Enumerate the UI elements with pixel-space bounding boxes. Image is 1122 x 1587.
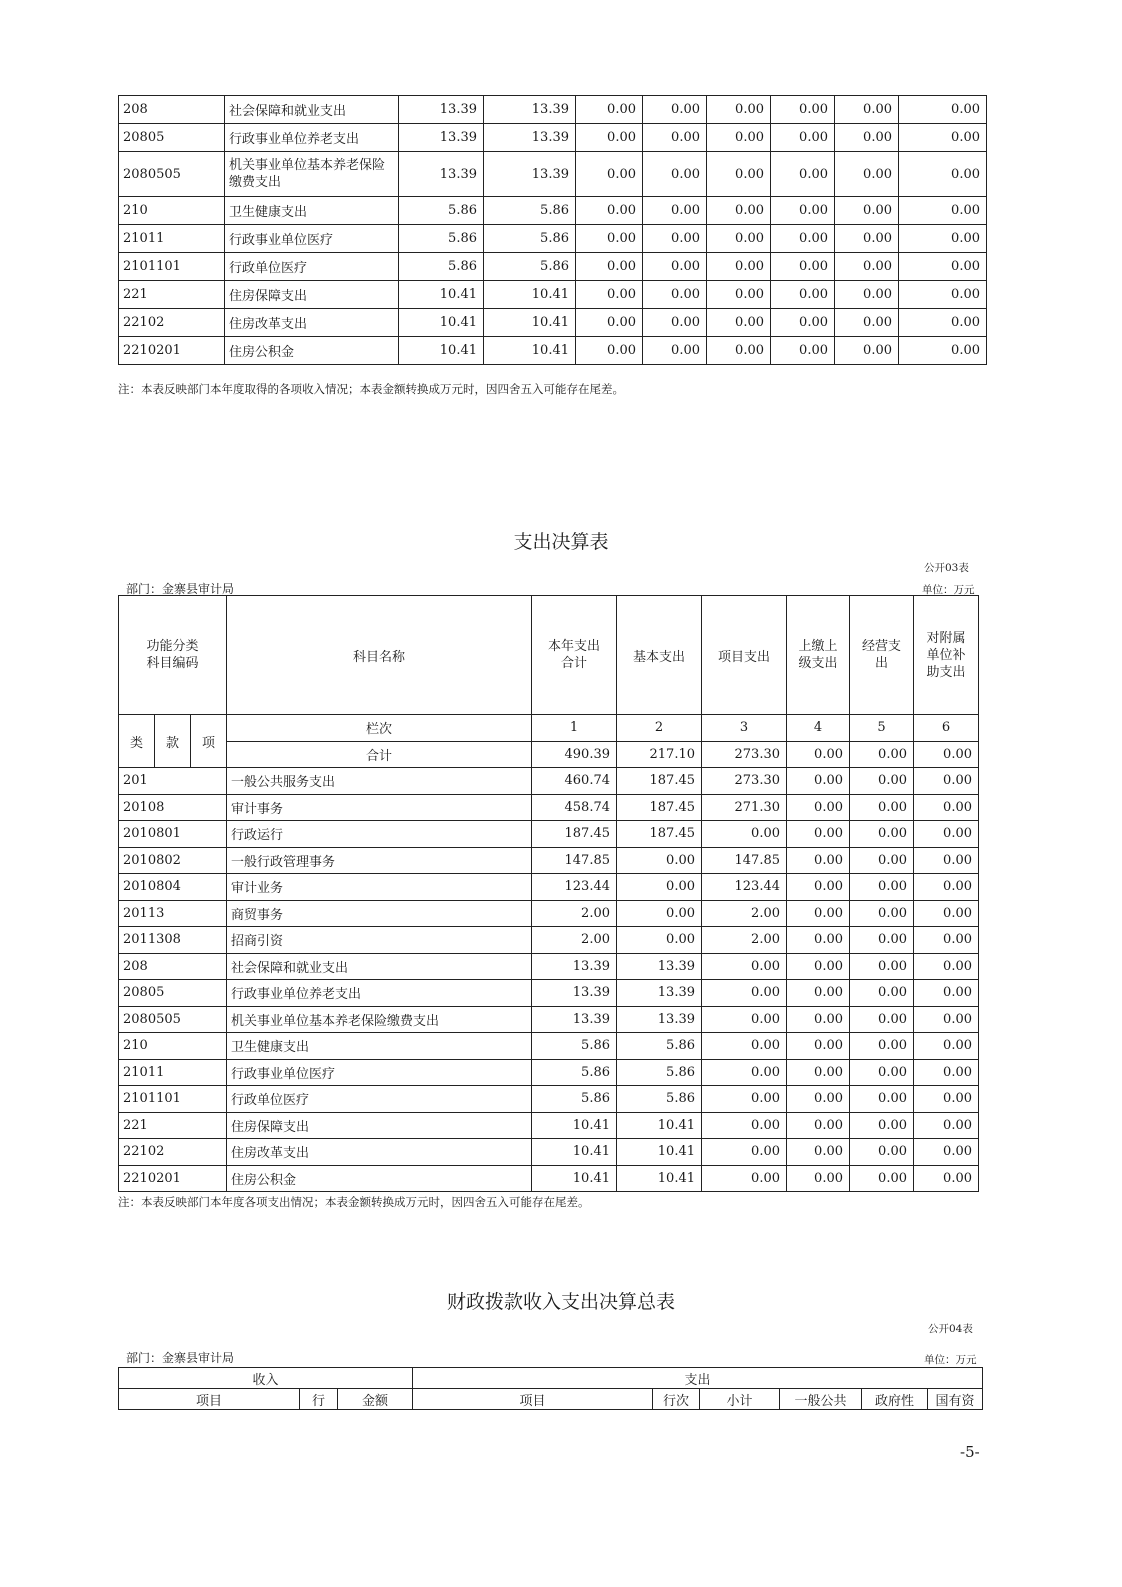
value-cell: 0.00 (707, 309, 771, 337)
value-cell: 460.74 (532, 768, 617, 795)
name-cell: 机关事业单位基本养老保险缴费支出 (225, 152, 399, 197)
column-header: 行次 (653, 1389, 700, 1410)
value-cell: 0.00 (787, 1112, 850, 1139)
value-cell: 0.00 (617, 847, 702, 874)
value-cell: 0.00 (643, 337, 707, 365)
value-cell: 0.00 (576, 152, 643, 197)
value-cell: 187.45 (617, 768, 702, 795)
value-cell: 13.39 (484, 96, 576, 124)
value-cell: 0.00 (787, 874, 850, 901)
value-cell: 10.41 (484, 281, 576, 309)
column-header: 项目 (119, 1389, 300, 1410)
value-cell: 10.41 (532, 1139, 617, 1166)
table-row (119, 1139, 979, 1166)
total-cell: 0.00 (914, 741, 979, 768)
income-header: 收入 (119, 1368, 413, 1389)
table-row (119, 124, 987, 152)
value-cell: 0.00 (702, 1033, 787, 1060)
fiscal-summary-table (118, 1367, 983, 1410)
value-cell: 0.00 (771, 152, 835, 197)
column-header: 金额 (338, 1389, 413, 1410)
header-business: 经营支出 (850, 596, 914, 715)
value-cell: 0.00 (835, 96, 899, 124)
value-cell: 0.00 (787, 1165, 850, 1192)
department-label-2: 部门：金寨县审计局 (126, 1351, 235, 1365)
value-cell: 13.39 (617, 980, 702, 1007)
name-cell: 住房公积金 (225, 337, 399, 365)
table-row (119, 1086, 979, 1113)
value-cell: 0.00 (850, 874, 914, 901)
value-cell: 0.00 (576, 225, 643, 253)
value-cell: 2.00 (532, 927, 617, 954)
value-cell: 0.00 (850, 953, 914, 980)
value-cell: 0.00 (914, 953, 979, 980)
value-cell: 2.00 (532, 900, 617, 927)
value-cell: 13.39 (617, 1006, 702, 1033)
value-cell: 0.00 (707, 337, 771, 365)
value-cell: 0.00 (787, 1033, 850, 1060)
table-row (119, 847, 979, 874)
value-cell: 0.00 (643, 253, 707, 281)
value-cell: 0.00 (702, 1112, 787, 1139)
value-cell: 0.00 (702, 1086, 787, 1113)
code-cell: 20108 (119, 794, 227, 821)
expense-table-title: 支出决算表 (513, 531, 609, 553)
value-cell: 0.00 (643, 96, 707, 124)
value-cell: 0.00 (771, 124, 835, 152)
value-cell: 0.00 (914, 847, 979, 874)
table-row (119, 927, 979, 954)
value-cell: 0.00 (707, 281, 771, 309)
value-cell: 10.41 (484, 337, 576, 365)
value-cell: 0.00 (914, 927, 979, 954)
value-cell: 13.39 (532, 953, 617, 980)
value-cell: 0.00 (850, 768, 914, 795)
value-cell: 13.39 (399, 124, 484, 152)
table-row (119, 768, 979, 795)
code-cell: 2101101 (119, 1086, 227, 1113)
header-basic: 基本支出 (617, 596, 702, 715)
code-cell: 2010802 (119, 847, 227, 874)
value-cell: 0.00 (850, 1112, 914, 1139)
value-cell: 458.74 (532, 794, 617, 821)
table-row (119, 1165, 979, 1192)
value-cell: 5.86 (532, 1059, 617, 1086)
value-cell: 0.00 (702, 1059, 787, 1086)
value-cell: 10.41 (399, 281, 484, 309)
column-header: 国有资 (928, 1389, 983, 1410)
value-cell: 0.00 (787, 927, 850, 954)
value-cell: 0.00 (702, 821, 787, 848)
name-cell: 住房改革支出 (227, 1139, 532, 1166)
value-cell: 0.00 (899, 197, 987, 225)
name-cell: 行政单位医疗 (225, 253, 399, 281)
value-cell: 0.00 (850, 927, 914, 954)
value-cell: 5.86 (617, 1059, 702, 1086)
expense-table (118, 595, 979, 1192)
name-cell: 住房保障支出 (225, 281, 399, 309)
value-cell: 123.44 (702, 874, 787, 901)
code-cell: 201 (119, 768, 227, 795)
value-cell: 5.86 (532, 1033, 617, 1060)
value-cell: 0.00 (835, 253, 899, 281)
value-cell: 13.39 (399, 96, 484, 124)
header-lanci: 栏次 (227, 715, 532, 742)
value-cell: 0.00 (787, 821, 850, 848)
value-cell: 0.00 (835, 152, 899, 197)
code-cell: 22102 (119, 309, 225, 337)
value-cell: 0.00 (914, 1139, 979, 1166)
value-cell: 0.00 (643, 225, 707, 253)
table-row (119, 309, 987, 337)
value-cell: 0.00 (850, 980, 914, 1007)
value-cell: 0.00 (787, 953, 850, 980)
table-row (119, 1059, 979, 1086)
value-cell: 5.86 (617, 1033, 702, 1060)
value-cell: 0.00 (576, 253, 643, 281)
value-cell: 10.41 (617, 1139, 702, 1166)
value-cell: 0.00 (787, 980, 850, 1007)
value-cell: 0.00 (914, 1086, 979, 1113)
total-cell: 0.00 (850, 741, 914, 768)
name-cell: 社会保障和就业支出 (225, 96, 399, 124)
value-cell: 0.00 (643, 197, 707, 225)
column-header: 项目 (413, 1389, 653, 1410)
value-cell: 5.86 (399, 225, 484, 253)
code-cell: 210 (119, 1033, 227, 1060)
value-cell: 13.39 (484, 152, 576, 197)
value-cell: 271.30 (702, 794, 787, 821)
expense-header: 支出 (413, 1368, 983, 1389)
header-function-code: 功能分类科目编码 (119, 596, 227, 715)
value-cell: 2.00 (702, 900, 787, 927)
value-cell: 0.00 (914, 980, 979, 1007)
header-subsidy: 对附属单位补助支出 (914, 596, 979, 715)
value-cell: 0.00 (617, 927, 702, 954)
header-xiang: 项 (191, 715, 227, 768)
table-row (119, 225, 987, 253)
table-row (119, 1006, 979, 1033)
total-cell: 217.10 (617, 741, 702, 768)
value-cell: 0.00 (850, 900, 914, 927)
department-label: 部门：金寨县审计局 (126, 582, 235, 596)
code-cell: 2101101 (119, 253, 225, 281)
table-row (119, 980, 979, 1007)
value-cell: 0.00 (914, 1006, 979, 1033)
value-cell: 0.00 (643, 152, 707, 197)
value-cell: 0.00 (835, 225, 899, 253)
value-cell: 273.30 (702, 768, 787, 795)
value-cell: 0.00 (835, 337, 899, 365)
value-cell: 0.00 (771, 253, 835, 281)
value-cell: 0.00 (787, 1086, 850, 1113)
value-cell: 0.00 (707, 253, 771, 281)
header-lei: 类 (119, 715, 155, 768)
value-cell: 0.00 (702, 1006, 787, 1033)
value-cell: 0.00 (771, 197, 835, 225)
code-cell: 210 (119, 197, 225, 225)
code-cell: 2210201 (119, 337, 225, 365)
value-cell: 2.00 (702, 927, 787, 954)
value-cell: 13.39 (532, 980, 617, 1007)
header-kuan: 款 (155, 715, 191, 768)
code-cell: 208 (119, 96, 225, 124)
value-cell: 123.44 (532, 874, 617, 901)
name-cell: 机关事业单位基本养老保险缴费支出 (227, 1006, 532, 1033)
unit-label-2: 单位：万元 (924, 1354, 977, 1366)
income-table-continuation (118, 95, 987, 365)
name-cell: 一般行政管理事务 (227, 847, 532, 874)
code-cell: 20805 (119, 124, 225, 152)
name-cell: 行政事业单位医疗 (227, 1059, 532, 1086)
value-cell: 187.45 (532, 821, 617, 848)
value-cell: 0.00 (576, 337, 643, 365)
code-cell: 2210201 (119, 1165, 227, 1192)
value-cell: 0.00 (914, 794, 979, 821)
value-cell: 0.00 (643, 281, 707, 309)
value-cell: 0.00 (702, 953, 787, 980)
code-cell: 221 (119, 281, 225, 309)
value-cell: 10.41 (484, 309, 576, 337)
value-cell: 13.39 (399, 152, 484, 197)
name-cell: 行政单位医疗 (227, 1086, 532, 1113)
value-cell: 0.00 (787, 1006, 850, 1033)
header-project: 项目支出 (702, 596, 787, 715)
table-row (119, 794, 979, 821)
value-cell: 13.39 (532, 1006, 617, 1033)
header-subject-name: 科目名称 (227, 596, 532, 715)
value-cell: 0.00 (771, 281, 835, 309)
code-cell: 2010801 (119, 821, 227, 848)
table-row (119, 821, 979, 848)
value-cell: 0.00 (702, 1139, 787, 1166)
table-row (119, 337, 987, 365)
table-row (119, 253, 987, 281)
value-cell: 0.00 (850, 1086, 914, 1113)
value-cell: 0.00 (787, 794, 850, 821)
value-cell: 0.00 (914, 874, 979, 901)
value-cell: 0.00 (617, 874, 702, 901)
value-cell: 10.41 (399, 309, 484, 337)
value-cell: 0.00 (707, 124, 771, 152)
value-cell: 0.00 (787, 847, 850, 874)
value-cell: 0.00 (899, 152, 987, 197)
total-label: 合计 (227, 741, 532, 768)
total-cell: 0.00 (787, 741, 850, 768)
value-cell: 0.00 (914, 900, 979, 927)
value-cell: 0.00 (576, 197, 643, 225)
col-num: 2 (617, 715, 702, 742)
value-cell: 0.00 (643, 309, 707, 337)
name-cell: 住房保障支出 (227, 1112, 532, 1139)
value-cell: 0.00 (771, 337, 835, 365)
column-header: 小计 (700, 1389, 780, 1410)
form-number: 公开03表 (924, 562, 969, 574)
fiscal-table-title: 财政拨款收入支出决算总表 (446, 1291, 675, 1313)
name-cell: 卫生健康支出 (225, 197, 399, 225)
name-cell: 住房改革支出 (225, 309, 399, 337)
value-cell: 0.00 (707, 152, 771, 197)
value-cell: 0.00 (850, 1139, 914, 1166)
page-number: -5- (960, 1443, 980, 1461)
value-cell: 0.00 (702, 980, 787, 1007)
value-cell: 0.00 (850, 1059, 914, 1086)
name-cell: 行政事业单位医疗 (225, 225, 399, 253)
value-cell: 187.45 (617, 794, 702, 821)
code-cell: 20113 (119, 900, 227, 927)
unit-label: 单位：万元 (922, 584, 975, 596)
value-cell: 10.41 (617, 1165, 702, 1192)
value-cell: 0.00 (617, 900, 702, 927)
name-cell: 审计业务 (227, 874, 532, 901)
value-cell: 147.85 (532, 847, 617, 874)
value-cell: 0.00 (850, 1033, 914, 1060)
value-cell: 13.39 (617, 953, 702, 980)
col-num: 5 (850, 715, 914, 742)
form-number-04: 公开04表 (928, 1323, 973, 1335)
code-cell: 2010804 (119, 874, 227, 901)
value-cell: 0.00 (899, 124, 987, 152)
value-cell: 0.00 (787, 1059, 850, 1086)
col-num: 4 (787, 715, 850, 742)
name-cell: 行政事业单位养老支出 (225, 124, 399, 152)
value-cell: 0.00 (835, 124, 899, 152)
value-cell: 0.00 (835, 281, 899, 309)
name-cell: 商贸事务 (227, 900, 532, 927)
value-cell: 0.00 (835, 309, 899, 337)
value-cell: 10.41 (532, 1112, 617, 1139)
col-num: 3 (702, 715, 787, 742)
value-cell: 0.00 (771, 309, 835, 337)
table-row (119, 281, 987, 309)
value-cell: 0.00 (576, 309, 643, 337)
code-cell: 2080505 (119, 1006, 227, 1033)
value-cell: 0.00 (914, 1112, 979, 1139)
name-cell: 住房公积金 (227, 1165, 532, 1192)
value-cell: 0.00 (850, 1006, 914, 1033)
value-cell: 0.00 (850, 821, 914, 848)
value-cell: 0.00 (576, 281, 643, 309)
value-cell: 5.86 (399, 253, 484, 281)
name-cell: 卫生健康支出 (227, 1033, 532, 1060)
value-cell: 0.00 (914, 1033, 979, 1060)
value-cell: 0.00 (707, 96, 771, 124)
value-cell: 10.41 (399, 337, 484, 365)
value-cell: 5.86 (399, 197, 484, 225)
code-cell: 2011308 (119, 927, 227, 954)
name-cell: 行政事业单位养老支出 (227, 980, 532, 1007)
table-row (119, 197, 987, 225)
value-cell: 0.00 (899, 309, 987, 337)
table-row (119, 953, 979, 980)
value-cell: 0.00 (899, 281, 987, 309)
value-cell: 0.00 (899, 337, 987, 365)
code-cell: 2080505 (119, 152, 225, 197)
column-header: 行 (300, 1389, 338, 1410)
value-cell: 0.00 (914, 768, 979, 795)
table-row (119, 1033, 979, 1060)
header-upper: 上缴上级支出 (787, 596, 850, 715)
code-cell: 208 (119, 953, 227, 980)
code-cell: 21011 (119, 225, 225, 253)
header-total: 本年支出合计 (532, 596, 617, 715)
value-cell: 5.86 (484, 197, 576, 225)
value-cell: 0.00 (899, 253, 987, 281)
value-cell: 0.00 (576, 124, 643, 152)
name-cell: 审计事务 (227, 794, 532, 821)
column-header: 一般公共 (780, 1389, 862, 1410)
name-cell: 招商引资 (227, 927, 532, 954)
value-cell: 0.00 (787, 1139, 850, 1166)
value-cell: 0.00 (850, 847, 914, 874)
name-cell: 一般公共服务支出 (227, 768, 532, 795)
value-cell: 5.86 (484, 253, 576, 281)
value-cell: 0.00 (771, 225, 835, 253)
table-row (119, 900, 979, 927)
table2-note: 注：本表反映部门本年度各项支出情况；本表金额转换成万元时，因四舍五入可能存在尾差。 (118, 1195, 590, 1209)
total-cell: 273.30 (702, 741, 787, 768)
value-cell: 187.45 (617, 821, 702, 848)
value-cell: 147.85 (702, 847, 787, 874)
col-num: 1 (532, 715, 617, 742)
value-cell: 10.41 (532, 1165, 617, 1192)
table-row (119, 1112, 979, 1139)
total-cell: 490.39 (532, 741, 617, 768)
value-cell: 0.00 (707, 225, 771, 253)
table-row (119, 874, 979, 901)
code-cell: 20805 (119, 980, 227, 1007)
value-cell: 0.00 (707, 197, 771, 225)
col-num: 6 (914, 715, 979, 742)
value-cell: 0.00 (835, 197, 899, 225)
value-cell: 0.00 (850, 794, 914, 821)
value-cell: 5.86 (484, 225, 576, 253)
value-cell: 0.00 (914, 1165, 979, 1192)
table1-note: 注：本表反映部门本年度取得的各项收入情况；本表金额转换成万元时，因四舍五入可能存在尾差。 (118, 382, 624, 396)
value-cell: 0.00 (787, 768, 850, 795)
code-cell: 221 (119, 1112, 227, 1139)
value-cell: 5.86 (617, 1086, 702, 1113)
value-cell: 0.00 (914, 1059, 979, 1086)
table-row (119, 96, 987, 124)
code-cell: 21011 (119, 1059, 227, 1086)
value-cell: 0.00 (914, 821, 979, 848)
value-cell: 0.00 (787, 900, 850, 927)
value-cell: 5.86 (532, 1086, 617, 1113)
code-cell: 22102 (119, 1139, 227, 1166)
name-cell: 社会保障和就业支出 (227, 953, 532, 980)
value-cell: 10.41 (617, 1112, 702, 1139)
value-cell: 0.00 (899, 225, 987, 253)
value-cell: 0.00 (850, 1165, 914, 1192)
value-cell: 13.39 (484, 124, 576, 152)
column-header: 政府性 (862, 1389, 928, 1410)
name-cell: 行政运行 (227, 821, 532, 848)
table-row (119, 152, 987, 197)
value-cell: 0.00 (643, 124, 707, 152)
value-cell: 0.00 (702, 1165, 787, 1192)
value-cell: 0.00 (771, 96, 835, 124)
value-cell: 0.00 (899, 96, 987, 124)
value-cell: 0.00 (576, 96, 643, 124)
